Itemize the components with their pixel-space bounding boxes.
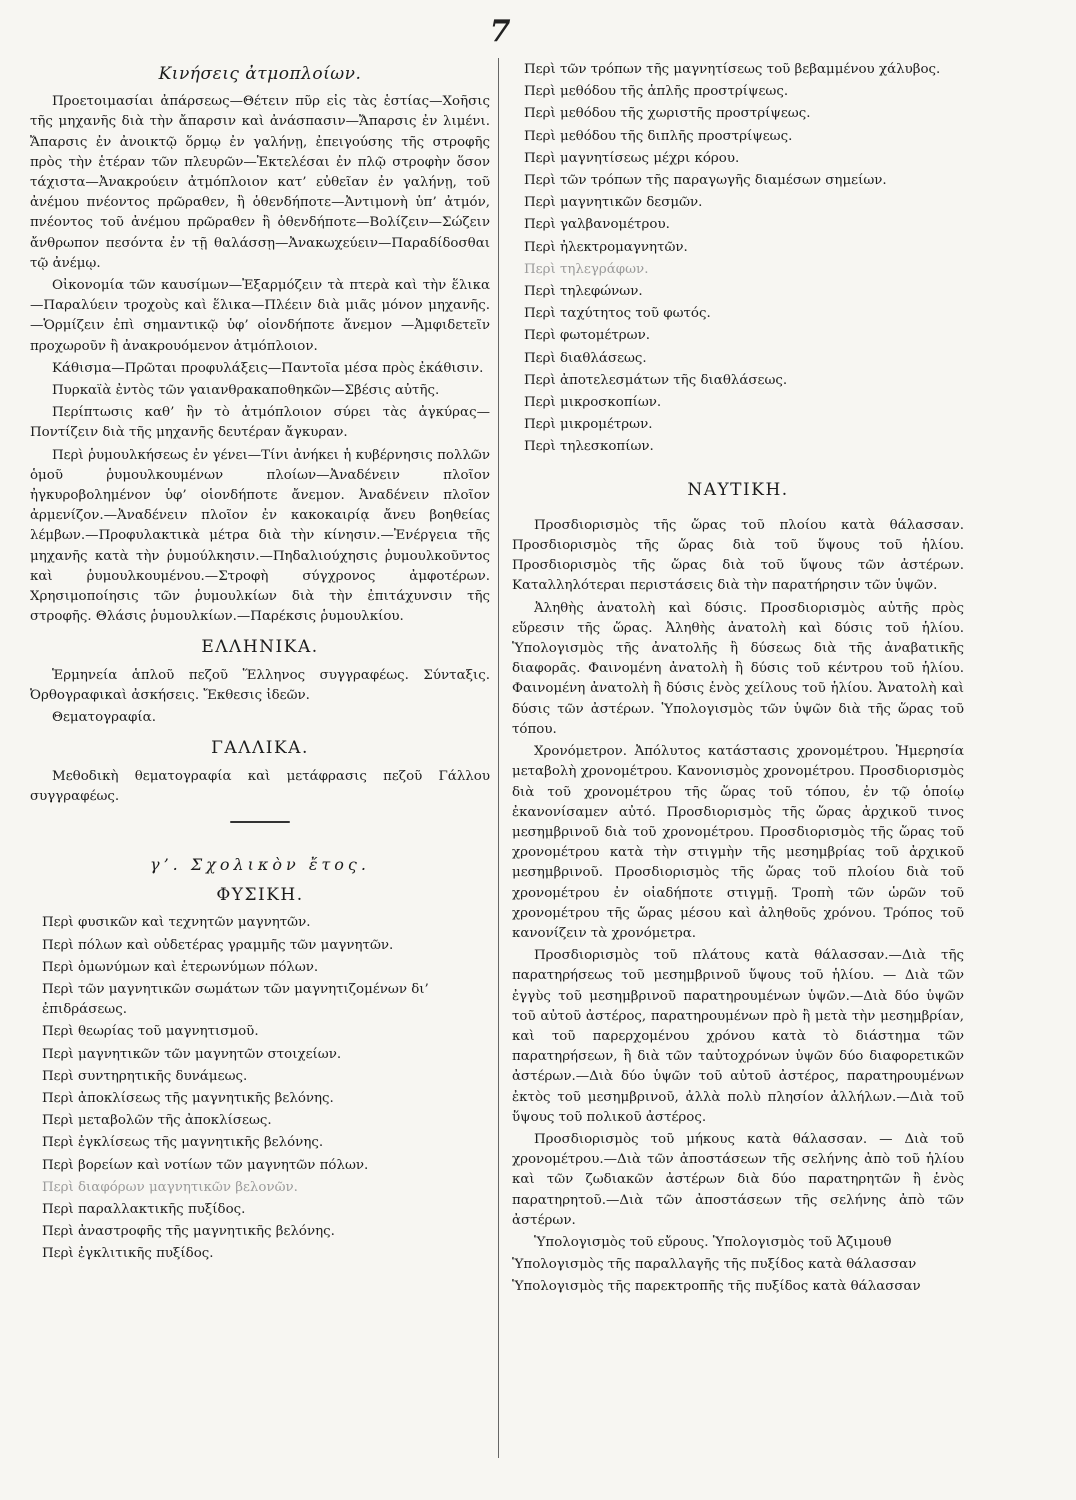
paragraph: Ὑπολογισμὸς τῆς παρεκτροπῆς τῆς πυξίδος κατὰ θάλασσαν: [512, 1279, 921, 1295]
list-item: Περὶ ὁμωνύμων καὶ ἑτερωνύμων πόλων.: [42, 959, 319, 975]
paragraph: Κάθισμα—Πρῶται προφυλάξεις—Παντοῖα μέσα πρὸς ἐκάθισιν.: [52, 360, 484, 376]
section-title-greek: ΕΛΛΗΝΙΚΑ.: [201, 637, 319, 658]
list-item: Περὶ μεταβολῶν τῆς ἀποκλίσεως.: [42, 1113, 272, 1129]
paragraph: Θεματογραφία.: [52, 710, 156, 726]
list-item: Περὶ μεθόδου τῆς ἁπλῆς προστρίψεως.: [524, 84, 789, 100]
column-divider: [498, 58, 499, 1458]
list-item: Περὶ ταχύτητος τοῦ φωτός.: [524, 306, 711, 322]
list-item: Περὶ διαφόρων μαγνητικῶν βελονῶν.: [42, 1179, 298, 1195]
list-item: Περὶ φωτομέτρων.: [524, 328, 650, 344]
list-item: Περὶ τηλεσκοπίων.: [524, 439, 654, 455]
paragraph: Ὑπολογισμὸς τοῦ εὔρους. Ὑπολογισμὸς τοῦ Ἀζιμουθ: [534, 1234, 892, 1250]
paragraph: Προσδιορισμὸς τοῦ πλάτους κατὰ θάλασσαν.—Διὰ τῆς παρατηρήσεως τοῦ μεσημβρινοῦ ὕψους τοῦ ἡλίου. — Διὰ τῶν ἐγγὺς τοῦ μεσημβρινοῦ παρατηρουμένων ὑψῶν.—Διὰ δύο ὑψῶν τοῦ αὐτοῦ ἀστέρος, παρατηρουμένων πρὸ ἢ μετὰ τὴν μεσημβρίαν, καὶ τοῦ παρερχομένου χρόνου κατὰ τὸ διάστημα τῶν παρατηρήσεων, ἢ διὰ τῶν ταὐτοχρόνων ὑψῶν δύο διαφορετικῶν ἀστέρων.—Διὰ δύο ὑψῶν τοῦ αὐτοῦ ἀστέρος, παρατηρουμένων ἐκτὸς τοῦ μεσημβρινοῦ, ἀλλὰ πολὺ πλησίον ἀλλήλων.—Διὰ τοῦ ὕψους τοῦ πολικοῦ ἀστέρος.: [512, 948, 964, 1125]
page-number: 7: [489, 14, 511, 49]
list-item: Περὶ ἀναστροφῆς τῆς μαγνητικῆς βελόνης.: [42, 1224, 335, 1240]
list-item: Περὶ πόλων καὶ οὐδετέρας γραμμῆς τῶν μαγνητῶν.: [42, 937, 394, 953]
ornamental-rule: [230, 821, 290, 823]
paragraph: Προσδιορισμὸς τῆς ὥρας τοῦ πλοίου κατὰ θάλασσαν. Προσδιορισμὸς τῆς ὥρας διὰ τοῦ ὕψους τοῦ ἡλίου. Προσδιορισμὸς τῆς ὥρας διὰ τοῦ ὕψους τῶν ἀστέρων. Καταλληλότεραι περιστάσεις διὰ τὴν παρατήρησιν τῶν ὑψῶν.: [512, 517, 964, 594]
list-item: Περὶ ἀποτελεσμάτων τῆς διαθλάσεως.: [524, 372, 788, 388]
list-item: Περὶ ἀποκλίσεως τῆς μαγνητικῆς βελόνης.: [42, 1090, 334, 1106]
list-item: Περὶ θεωρίας τοῦ μαγνητισμοῦ.: [42, 1024, 259, 1040]
list-item: Περὶ τῶν τρόπων τῆς παραγωγῆς διαμέσων σημείων.: [524, 173, 887, 189]
list-item: Περὶ τηλεφώνων.: [524, 284, 643, 300]
section-title-steamship-motions: Κινήσεις ἀτμοπλοίων.: [158, 64, 362, 84]
list-item: Περὶ διαθλάσεως.: [524, 350, 647, 366]
paragraph: Ἑρμηνεία ἁπλοῦ πεζοῦ Ἕλληνος συγγραφέως. Σύνταξις. Ὀρθογραφικαὶ ἀσκήσεις. Ἔκθεσις ἰδεῶν.: [30, 667, 490, 703]
list-item: Περὶ τῶν μαγνητικῶν σωμάτων τῶν μαγνητιζομένων δι’ ἐπιδράσεως.: [42, 981, 429, 1018]
section-title-nautical: ΝΑΥΤΙΚΗ.: [687, 479, 789, 500]
paragraph: Πυρκαϊὰ ἐντὸς τῶν γαιανθρακαποθηκῶν—Σβέσις αὐτῆς.: [52, 383, 440, 399]
left-column: [30, 60, 490, 1267]
list-item: Περὶ βορείων καὶ νοτίων τῶν μαγνητῶν πόλων.: [42, 1157, 369, 1173]
list-item: Περὶ παραλλακτικῆς πυξίδος.: [42, 1201, 246, 1217]
list-item: Περὶ μεθόδου τῆς διπλῆς προστρίψεως.: [524, 128, 793, 144]
paragraph: Προετοιμασίαι ἀπάρσεως—Θέτειν πῦρ εἰς τὰς ἑστίας—Χοῆσις τῆς μηχανῆς διὰ τὴν ἄπαρσιν καὶ ἀνάσπασιν—Ἄπαρσις ἐν λιμένι. Ἄπαρσις ἐν ἀνοικτῷ ὅρμῳ ἐν γαλήνῃ, ἐπειγούσης τῆς στροφῆς πρὸς τὴν ἑτέραν τῶν πλευρῶν—Ἐκτελέσαι ἐν πλῷ στροφὴν ὅσον τάχιστα—Ἀνακρούειν ἀτμόπλοιον κατ’ εὐθεῖαν ἐν γαλήνῃ, τοῦ ἀνέμου πνέοντος πρῶραθεν, ἢ ὁθενδήποτε—Ἀντιμονὴ ὑπ’ ἀτμόν, πνέοντος τοῦ ἀνέμου πρῶραθεν ἢ ὁθενδήποτε—Βολίζειν—Σώζειν ἄνθρωπον πεσόντα ἐν τῇ θαλάσσῃ—Ἀνακωχεύειν—Παραδίδοσθαι τῷ ἀνέμῳ.: [30, 94, 490, 271]
list-item: Περὶ μαγνητίσεως μέχρι κόρου.: [524, 150, 740, 166]
list-item: Περὶ φυσικῶν καὶ τεχνητῶν μαγνητῶν.: [42, 915, 311, 931]
paragraph: Ἀληθὴς ἀνατολὴ καὶ δύσις. Προσδιορισμὸς αὐτῆς πρὸς εὕρεσιν τῆς ὥρας. Ἀληθὴς ἀνατολὴ καὶ δύσις τοῦ ἡλίου. Ὑπολογισμὸς τῆς ἀνατολῆς ἢ δύσεως διὰ τῆς ἀναβατικῆς διαφορᾶς. Φαινομένη ἀνατολὴ ἢ δύσις τοῦ κέντρου τοῦ ἡλίου. Φαινομένη ἀνατολὴ ἢ δύσις ἑνὸς χείλους τοῦ ἡλίου. Ἀνατολὴ καὶ δύσις τῶν ἀστέρων. Ὑπολογισμὸς τῶν ὑψῶν διὰ τῆς ὥρας τοῦ τόπου.: [512, 600, 964, 737]
list-item: Περὶ ἐγκλιτικῆς πυξίδος.: [42, 1246, 214, 1262]
section-title-physics: ΦΥΣΙΚΗ.: [216, 885, 304, 906]
paragraph: Χρονόμετρον. Ἀπόλυτος κατάστασις χρονομέτρου. Ἡμερησία μεταβολὴ χρονομέτρου. Κανονισμὸς χρονομέτρου. Προσδιορισμὸς διὰ τοῦ χρονομέτρου τῆς ὥρας τοῦ τόπου, ἐν τῷ ὁποίῳ ἐκανονίσαμεν αὐτό. Προσδιορισμὸς τῆς ὥρας ἀρχικοῦ τινος μεσημβρινοῦ διὰ τοῦ χρονομέτρου. Προσδιορισμὸς τῆς ὥρας τοῦ χρονομέτρου κατὰ τὴν στιγμὴν τῆς μεσημβρίας τοῦ ἀρχικοῦ μεσημβρινοῦ. Προσδιορισμὸς τῆς ὥρας τοῦ πλοίου διὰ τοῦ χρονομέτρου ἐν οἱαδήποτε στιγμῇ. Τροπὴ τῶν ὡρῶν τοῦ χρονομέτρου τῆς ὥρας μέσου καὶ ἀληθοῦς χρόνου. Τρόπος τοῦ κανονίζειν τὰ χρονόμετρα.: [512, 744, 964, 941]
list-item: Περὶ ἐγκλίσεως τῆς μαγνητικῆς βελόνης.: [42, 1135, 324, 1151]
physics-topic-list-continued: [512, 60, 964, 458]
paragraph: Προσδιορισμὸς τοῦ μήκους κατὰ θάλασσαν. — Διὰ τοῦ χρονομέτρου.—Διὰ τῶν ἀποστάσεων τῆς σελήνης ἀπὸ τοῦ ἡλίου καὶ τῶν ζωδιακῶν ἀστέρων διὰ δύο παρατηρητῶν ἢ ἑνὸς παρατηρητοῦ.—Διὰ τῶν ἀποστάσεων τῆς σελήνης ἀπὸ τῶν ἀστέρων.: [512, 1131, 964, 1228]
list-item: Περὶ μεθόδου τῆς χωριστῆς προστρίψεως.: [524, 106, 811, 122]
paragraph: Ὑπολογισμὸς τῆς παραλλαγῆς τῆς πυξίδος κατὰ θάλασσαν: [512, 1257, 917, 1273]
list-item: Περὶ μαγνητικῶν τῶν μαγνητῶν στοιχείων.: [42, 1046, 342, 1062]
paragraph: Μεθοδικὴ θεματογραφία καὶ μετάφρασις πεζοῦ Γάλλου συγγραφέως.: [30, 768, 490, 804]
list-item: Περὶ συντηρητικῆς δυνάμεως.: [42, 1068, 248, 1084]
paragraph: Περὶ ῥυμουλκήσεως ἐν γένει—Τίνι ἀνήκει ἡ κυβέρνησις πολλῶν ὁμοῦ ῥυμουλκουμένων πλοίων—Ἀναδένειν πλοῖον ἠγκυροβολημένον ὑφ’ οἱονδήποτε ἄνεμον. Ἀναδένειν πλοῖον ἀρμενίζον.—Ἀναδένειν πλοῖον ἐν κακοκαιρίᾳ ἄνευ βοηθείας λέμβων.—Προφυλακτικὰ μέτρα διὰ τὴν κίνησιν.—Ἐνέργεια τῆς μηχανῆς κατὰ τὴν ῥυμούλκησιν.—Πηδαλιούχησις ῥυμουλκοῦντος καὶ ῥυμουλκουμένου.—Στροφὴ σύγχρονος ἀμφοτέρων. Χρησιμοποίησις τῶν ῥυμουλκίων διὰ τὴν ἐπιτάχυνσιν τῆς στροφῆς. Θλάσις ῥυμουλκίων.—Παρέκσις ῥυμουλκίου.: [30, 447, 490, 625]
list-item: Περὶ μικρομέτρων.: [524, 417, 653, 433]
right-column: [512, 60, 964, 1300]
list-item: Περὶ τηλεγράφων.: [524, 261, 649, 277]
list-item: Περὶ γαλβανομέτρου.: [524, 217, 670, 233]
paragraph: Οἰκονομία τῶν καυσίμων—Ἐξαρμόζειν τὰ πτερὰ καὶ τὴν ἕλικα—Παραλύειν τροχοὺς καὶ ἕλικα—Πλέειν διὰ μιᾶς μόνον μηχανῆς. —Ὁρμίζειν ἐπὶ σημαντικῷ ὑφ’ οἱονδήποτε ἄνεμον —Ἀμφιδετεῖν προχωροῦν ἢ ἀνακρουόμενον ἀτμόπλοιον.: [30, 278, 490, 354]
list-item: Περὶ μικροσκοπίων.: [524, 395, 662, 411]
section-title-french: ΓΑΛΛΙΚΑ.: [211, 738, 309, 759]
list-item: Περὶ μαγνητικῶν δεσμῶν.: [524, 195, 703, 211]
school-year-title: γ’. Σχολικὸν ἔτος.: [150, 854, 370, 874]
paragraph: Περίπτωσις καθ’ ἣν τὸ ἀτμόπλοιον σύρει τὰς ἀγκύρας—Ποντίζειν διὰ τῆς μηχανῆς δευτέραν ἄγκυραν.: [30, 405, 490, 441]
list-item: Περὶ ἠλεκτρομαγνητῶν.: [524, 239, 688, 255]
physics-topic-list: [30, 913, 490, 1264]
list-item: Περὶ τῶν τρόπων τῆς μαγνητίσεως τοῦ βεβαμμένου χάλυβος.: [524, 62, 941, 77]
